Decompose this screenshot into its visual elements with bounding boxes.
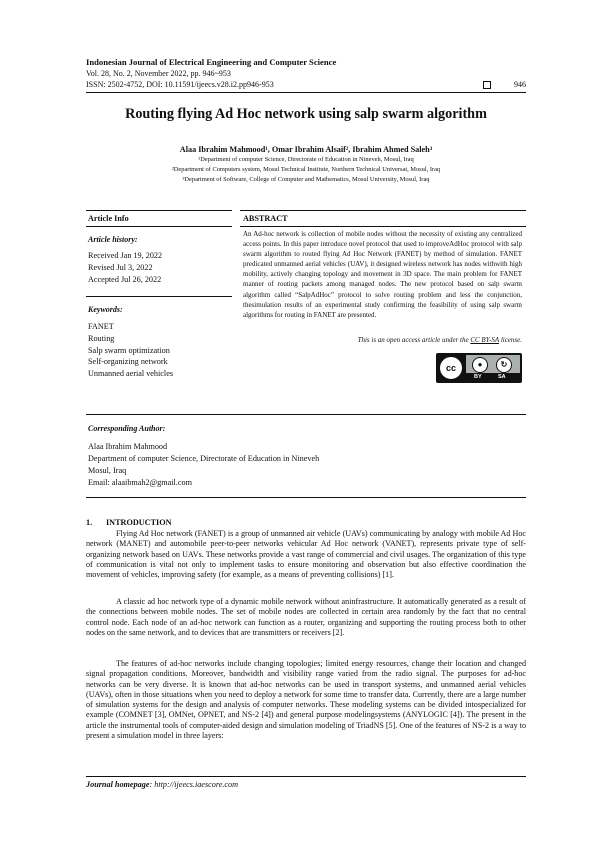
revised-date: Revised Jul 3, 2022: [88, 263, 153, 272]
keyword-item: FANET: [88, 322, 114, 331]
corresponding-city: Mosul, Iraq: [88, 466, 127, 475]
author-list: Alaa Ibrahim Mahmood¹, Omar Ibrahim Alsaif², Ibrahim Ahmed Saleh³: [179, 145, 433, 154]
oa-prefix: This is an open access article under the: [357, 336, 471, 344]
page-number: 946: [514, 80, 526, 89]
corresponding-bottom-rule: [86, 497, 526, 498]
keyword-item: Routing: [88, 333, 115, 343]
history-label: Article history:: [88, 235, 138, 244]
corresponding-dept: Department of computer Science, Directorate of Education in Nineveh: [88, 454, 320, 463]
share-alike-icon: ↻: [496, 357, 512, 373]
corresponding-top-rule: [86, 414, 526, 415]
received-date: Received Jan 19, 2022: [88, 251, 163, 260]
affiliation-3: ³Department of Software, College of Computer and Mathematics, Mosul University, Mosul, Iraq: [182, 176, 430, 183]
homepage-label: Journal homepage: [86, 780, 150, 789]
journal-volume: Vol. 28, No. 2, November 2022, pp. 946~953: [86, 69, 231, 78]
affiliation-2: ²Department of Computers system, Mosul Technical Institute, Northern Technical Universat, Mosul, Iraq: [171, 166, 441, 173]
article-info-heading: Article Info: [88, 214, 129, 223]
paper-title: Routing flying Ad Hoc network using salp swarm algorithm: [125, 106, 487, 122]
affiliation-1: ¹Department of computer Science, Directorate of Education in Nineveh, Mosul, Iraq: [198, 156, 414, 163]
paragraph-text: The features of ad-hoc networks include changing topologies; limited energy resources, change their location and changed signal propagation conditions. Moreover, bandwidth and visibility range varied from the radio signal. The purposes for ad-hoc networks can be very diverse. It is known that ad-hoc networks can be used in transport systems, and unmanned aerial vehicles (UAVs), often in those situations when you need to deploy a network for some time to transfer data. Currently, there are a large number of simulation systems for the design and analysis of computer networks. These modeling systems can be divided intospecialized for example (COMNET [3], OMNet, OPNET, and NS-2 [4]) and general purpose modelingsystems (ANYLOGIC [4]). The present in the article the instrumental tools of computer-aided design and simulation modeling of TriadNS [5]. One of the features of NS-2 is a way to present a simulation model in three layers:: [86, 659, 526, 741]
license-link[interactable]: CC BY-SA: [470, 336, 500, 344]
paragraph-text: Flying Ad Hoc network (FANET) is a group of unmanned air vehicle (UAVs) communicating by analogy with mobile Ad Hoc network (MANET) and automobile peer-to-peer networks vehicular Ad Hoc network (VANET), represents private type of self-organizing network based on UAVs. These networks provide a vast range of commercial and civil usages. The organization of this type of communication is vital not only to implement tasks to ensure monitoring and observation but also effective coordination the movement of vehicles, improving safety (for example, as a means of preventing collisions) [1].: [86, 529, 526, 580]
oa-suffix: license.: [499, 336, 522, 344]
abstract-text: An Ad-hoc network is collection of mobile nodes without the necessity of existing any centralized access points. In this paper introduce novel protocol that used to improveAdHoc protocol with salp swarm algorithm to routed flying Ad Hoc Network (FANET) by method of simulation. FANET predicated unmanned aerial vehicles (UAV), it designed wireless network has nodes withwith high mobility, actively changing topology and movement in 3D space. The main problem for FANET manner of routing packets among managed nodes. The new protocol based on salp swarm algorithm called “SalpAdHoc” protocol to solve routing problem and less the conjunction, thesimulation results of an experimental study confirming the feasibility of using salp swarm algorithms for routing in FANET are presented.: [243, 230, 522, 319]
header-rule: [86, 92, 526, 93]
section-heading: [86, 518, 172, 527]
journal-homepage[interactable]: [86, 780, 238, 789]
keywords-rule: [86, 296, 232, 297]
corresponding-heading: Corresponding Author:: [88, 424, 166, 433]
article-info-rule: [86, 226, 232, 227]
person-icon: ●: [472, 357, 488, 373]
corresponding-email[interactable]: Email: alaaibmah2@gmail.com: [88, 478, 192, 487]
paragraph-text: A classic ad hoc network type of a dynamic mobile network without aninfrastructure. It automatically generated as a result of the connections between mobile nodes. The set of mobile nodes are collected in certain area randomly by the fact that no central control node. Each node of an ad-hoc network can function as a router, organizing and supporting the routing process both to other nodes on the same network, and to devices that are transmitters or receivers [2].: [86, 597, 526, 637]
issn-text: ISSN: 2502-4752, DOI: 10.11591/ijeecs.v28.i2.pp946-953: [86, 80, 274, 89]
paragraph: [86, 597, 526, 638]
keyword-item: Self-organizing network: [88, 357, 168, 367]
journal-title: Indonesian Journal of Electrical Engineering and Computer Science: [86, 57, 337, 67]
by-label: BY: [474, 374, 482, 380]
keyword-item: Salp swarm optimization: [88, 345, 170, 355]
open-access-note: [243, 336, 522, 344]
footer-rule: [86, 776, 526, 777]
keyword-item: Unmanned aerial vehicles: [88, 369, 174, 379]
abstract-heading: ABSTRACT: [243, 214, 288, 223]
sa-label: SA: [498, 374, 506, 380]
section-title: INTRODUCTION: [106, 518, 172, 527]
abstract-rule: [240, 226, 526, 227]
square-icon: [483, 81, 491, 89]
section-number: 1.: [86, 518, 93, 527]
journal-issn: [86, 80, 526, 89]
paragraph: [86, 529, 526, 580]
cc-by-sa-badge[interactable]: [436, 353, 522, 383]
keywords-list: [88, 321, 173, 380]
paragraph: [86, 659, 526, 741]
keywords-label: Keywords:: [88, 305, 123, 314]
homepage-url[interactable]: : http://ijeecs.iaescore.com: [149, 780, 239, 789]
article-info-top-rule: [86, 210, 232, 211]
cc-icon: cc: [439, 356, 463, 380]
accepted-date: Accepted Jul 26, 2022: [88, 275, 162, 284]
abstract-top-rule: [240, 210, 526, 211]
corresponding-name: Alaa Ibrahim Mahmood: [88, 442, 168, 451]
